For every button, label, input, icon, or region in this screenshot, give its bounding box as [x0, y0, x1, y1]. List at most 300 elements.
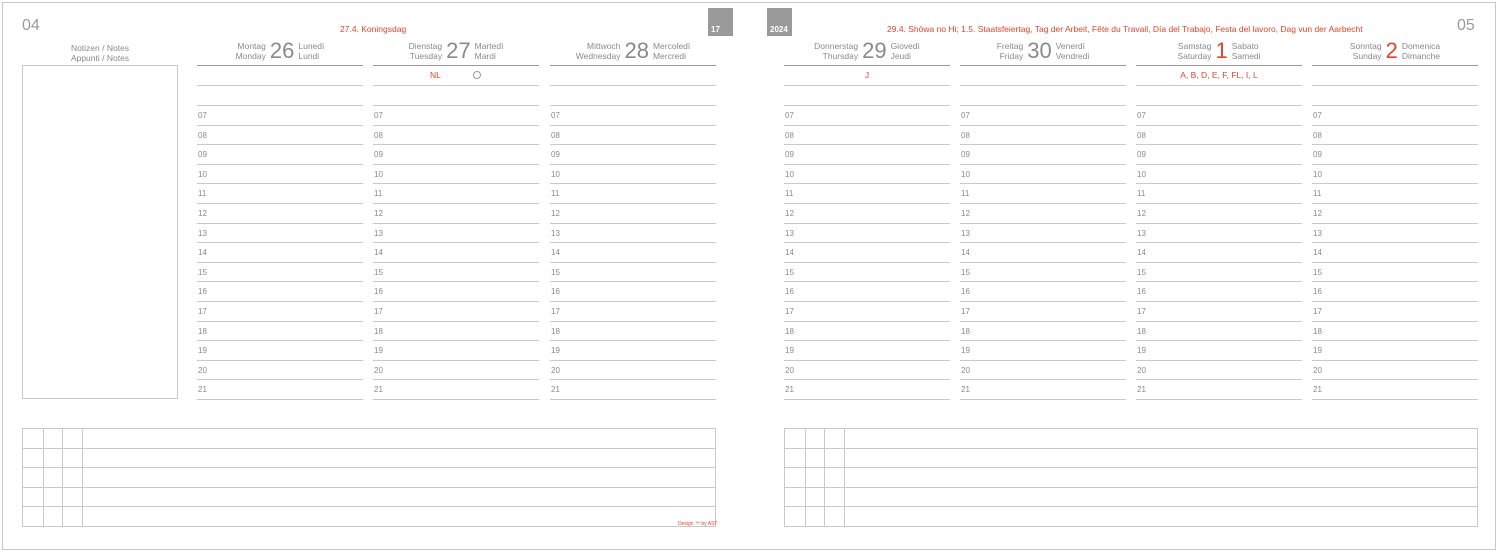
day-name-de: Dienstag: [408, 40, 443, 51]
hour-label: 20: [785, 365, 794, 375]
hour-label: 19: [785, 346, 794, 356]
grid-row[interactable]: [23, 468, 715, 488]
week-tab[interactable]: [708, 8, 733, 36]
hour-label: 15: [785, 267, 794, 277]
hour-row[interactable]: [784, 106, 950, 126]
day-number: 2: [1385, 37, 1398, 63]
hour-row[interactable]: [1136, 263, 1302, 283]
year-number: 2024: [770, 25, 788, 34]
day-column: [550, 36, 716, 400]
hour-row[interactable]: [960, 302, 1126, 322]
grid-row[interactable]: [785, 449, 1477, 469]
day-header: [1136, 36, 1302, 66]
hour-label: 14: [198, 248, 207, 258]
hour-row[interactable]: [1136, 243, 1302, 263]
hour-label: 08: [551, 130, 560, 140]
day-name-en: Monday: [235, 50, 266, 61]
day-names-right: [475, 41, 504, 61]
day-number: 29: [862, 37, 887, 63]
hour-row[interactable]: [550, 243, 716, 263]
day-names-left: [1350, 41, 1382, 61]
day-names-right: [891, 41, 920, 61]
hour-row[interactable]: [1136, 106, 1302, 126]
hour-label: 10: [961, 169, 970, 179]
grid-row[interactable]: [785, 507, 1477, 527]
hour-label: 17: [374, 306, 383, 316]
day-name-en: Wednesday: [575, 50, 621, 61]
hour-row[interactable]: [960, 322, 1126, 342]
hour-row[interactable]: [1136, 165, 1302, 185]
day-header: [784, 36, 950, 66]
hour-row[interactable]: [784, 145, 950, 165]
day-name-it: Venerdì: [1055, 40, 1085, 51]
hour-row[interactable]: [197, 322, 363, 342]
hour-row[interactable]: [550, 322, 716, 342]
hour-label: 19: [1313, 346, 1322, 356]
hour-row[interactable]: [960, 126, 1126, 146]
hour-row[interactable]: [784, 243, 950, 263]
hour-label: 11: [1313, 189, 1322, 199]
hour-label: 16: [551, 287, 560, 297]
day-names-left: [576, 41, 621, 61]
day-names-right: [298, 41, 324, 61]
day-number: 26: [269, 37, 295, 63]
hour-row[interactable]: [960, 204, 1126, 224]
hour-label: 09: [551, 150, 560, 160]
hour-label: 18: [785, 326, 794, 336]
hour-row[interactable]: [1312, 361, 1478, 381]
grid-row[interactable]: [23, 507, 718, 527]
hour-row[interactable]: [1136, 380, 1302, 400]
hour-row[interactable]: [550, 165, 716, 185]
hour-row[interactable]: [960, 145, 1126, 165]
hour-row[interactable]: [373, 106, 539, 126]
holiday-left: 27.4. Koningsdag: [340, 24, 407, 34]
day-column: [960, 36, 1126, 400]
design-credit: Design ™ by AST: [678, 521, 718, 527]
hour-row[interactable]: [1136, 204, 1302, 224]
hour-row[interactable]: [1312, 282, 1478, 302]
day-header: [1312, 36, 1478, 66]
hour-row[interactable]: [197, 126, 363, 146]
grid-divider: [824, 429, 825, 526]
day-name-it: Domenica: [1401, 40, 1441, 51]
hour-row[interactable]: [197, 145, 363, 165]
hour-row[interactable]: [1312, 204, 1478, 224]
hour-row[interactable]: [1136, 361, 1302, 381]
hour-row[interactable]: [373, 145, 539, 165]
hour-row[interactable]: [373, 204, 539, 224]
day-names-right: [653, 41, 690, 61]
grid-row[interactable]: [23, 429, 715, 449]
hour-row[interactable]: [1136, 145, 1302, 165]
hour-row[interactable]: [960, 165, 1126, 185]
hour-row[interactable]: [784, 184, 950, 204]
hour-label: 11: [374, 189, 383, 199]
hour-label: 13: [785, 228, 794, 238]
hour-label: 10: [551, 169, 560, 179]
hour-label: 14: [785, 248, 794, 258]
hour-row[interactable]: [1312, 126, 1478, 146]
hour-label: 09: [198, 150, 207, 160]
hour-label: 17: [785, 306, 794, 316]
hour-row[interactable]: [1312, 322, 1478, 342]
hour-row[interactable]: [784, 380, 950, 400]
hour-row[interactable]: [197, 361, 363, 381]
hour-row[interactable]: [550, 126, 716, 146]
hour-label: 10: [1137, 169, 1146, 179]
hour-row[interactable]: [1136, 302, 1302, 322]
day-names-left: [409, 41, 443, 61]
hour-label: 20: [374, 365, 383, 375]
hour-row[interactable]: [784, 322, 950, 342]
hour-label: 13: [1313, 228, 1322, 238]
hour-row[interactable]: [197, 184, 363, 204]
hour-label: 17: [551, 306, 560, 316]
day-name-fr: Vendredi: [1055, 50, 1090, 61]
hour-label: 20: [1137, 365, 1146, 375]
hour-label: 09: [374, 150, 383, 160]
hour-row[interactable]: [1312, 145, 1478, 165]
hour-label: 20: [1313, 365, 1322, 375]
day-note-line[interactable]: [1312, 66, 1478, 86]
hour-label: 20: [198, 365, 207, 375]
day-header: [373, 36, 539, 66]
hour-label: 07: [1313, 111, 1322, 120]
hour-label: 14: [374, 248, 383, 258]
bottom-grid-left[interactable]: [22, 428, 716, 527]
hour-label: 12: [1313, 208, 1322, 218]
day-blank-line[interactable]: [373, 86, 539, 106]
day-name-fr: Dimanche: [1401, 50, 1441, 61]
hour-row[interactable]: [373, 361, 539, 381]
year-tab[interactable]: [767, 8, 792, 36]
day-name-de: Samstag: [1177, 40, 1212, 51]
hour-row[interactable]: [373, 263, 539, 283]
day-note-line[interactable]: [784, 66, 950, 86]
hour-label: 20: [961, 365, 970, 375]
hour-row[interactable]: [197, 224, 363, 244]
hour-row[interactable]: [1312, 106, 1478, 126]
hour-row[interactable]: [784, 282, 950, 302]
hour-row[interactable]: [550, 380, 716, 400]
hour-row[interactable]: [960, 224, 1126, 244]
hour-row[interactable]: [1312, 224, 1478, 244]
hour-label: 21: [1313, 385, 1322, 395]
day-blank-line[interactable]: [550, 86, 716, 106]
hour-label: 11: [1137, 189, 1146, 199]
day-number: 28: [624, 37, 649, 63]
grid-divider: [805, 429, 806, 526]
hour-row[interactable]: [1136, 282, 1302, 302]
grid-row[interactable]: [23, 488, 715, 508]
day-header: [960, 36, 1126, 66]
hour-row[interactable]: [197, 204, 363, 224]
hour-row[interactable]: [1312, 263, 1478, 283]
hour-label: 16: [1137, 287, 1146, 297]
month-right: 05: [1457, 17, 1475, 34]
hour-row[interactable]: [373, 126, 539, 146]
hour-row[interactable]: [373, 165, 539, 185]
day-name-fr: Jeudi: [890, 50, 911, 61]
hour-label: 13: [551, 228, 560, 238]
hour-row[interactable]: [960, 106, 1126, 126]
hour-row[interactable]: [1312, 165, 1478, 185]
hour-label: 15: [961, 267, 970, 277]
day-name-en: Tuesday: [409, 50, 443, 61]
hour-label: 13: [1137, 228, 1146, 238]
hour-label: 08: [198, 130, 207, 140]
month-left: 04: [22, 17, 40, 34]
hour-label: 21: [785, 385, 794, 395]
hour-row[interactable]: [960, 380, 1126, 400]
grid-row[interactable]: [785, 488, 1477, 508]
hour-label: 16: [374, 287, 383, 297]
hour-row[interactable]: [960, 263, 1126, 283]
hour-row[interactable]: [373, 380, 539, 400]
hour-row[interactable]: [550, 224, 716, 244]
hour-row[interactable]: [197, 165, 363, 185]
hour-label: 14: [1137, 248, 1146, 258]
day-name-it: Mercoledì: [652, 40, 691, 51]
hour-label: 12: [1137, 208, 1146, 218]
hour-label: 12: [374, 208, 383, 218]
hour-label: 17: [961, 306, 970, 316]
hour-label: 08: [1137, 130, 1146, 140]
hour-row[interactable]: [550, 145, 716, 165]
hour-row[interactable]: [373, 341, 539, 361]
day-name-de: Freitag: [996, 40, 1024, 51]
hour-label: 19: [198, 346, 207, 356]
hour-label: 18: [198, 326, 207, 336]
hour-label: 21: [961, 385, 970, 395]
grid-divider: [82, 429, 83, 526]
day-note-line[interactable]: [960, 66, 1126, 86]
day-name-de: Mittwoch: [586, 40, 621, 51]
grid-row[interactable]: [785, 429, 1477, 449]
hour-row[interactable]: [784, 361, 950, 381]
hour-row[interactable]: [373, 224, 539, 244]
bottom-grid-right[interactable]: [784, 428, 1478, 527]
day-name-en: Sunday: [1352, 50, 1382, 61]
hour-row[interactable]: [1312, 184, 1478, 204]
hour-row[interactable]: [960, 243, 1126, 263]
hour-label: 07: [961, 111, 970, 120]
day-blank-line[interactable]: [1136, 86, 1302, 106]
hour-row[interactable]: [197, 243, 363, 263]
hour-row[interactable]: [373, 322, 539, 342]
hour-row[interactable]: [1136, 322, 1302, 342]
hour-row[interactable]: [373, 282, 539, 302]
hour-row[interactable]: [960, 361, 1126, 381]
hour-label: 15: [1313, 267, 1322, 277]
hour-row[interactable]: [1136, 126, 1302, 146]
hour-label: 17: [1313, 306, 1322, 316]
hour-label: 10: [198, 169, 207, 179]
hour-label: 11: [551, 189, 560, 199]
day-name-it: Martedì: [474, 40, 504, 51]
hour-row[interactable]: [550, 302, 716, 322]
hour-label: 10: [785, 169, 794, 179]
hour-label: 18: [551, 326, 560, 336]
hour-label: 09: [1137, 150, 1146, 160]
hour-label: 08: [785, 130, 794, 140]
day-number: 27: [446, 37, 471, 63]
day-holiday-codes: A, B, D, E, F, FL, I, L: [1180, 70, 1258, 80]
hour-label: 15: [198, 267, 207, 277]
day-name-fr: Mercredi: [652, 50, 686, 61]
hour-row[interactable]: [1312, 302, 1478, 322]
hour-row[interactable]: [373, 243, 539, 263]
hour-label: 08: [961, 130, 970, 140]
day-name-en: Saturday: [1177, 50, 1212, 61]
hour-row[interactable]: [784, 204, 950, 224]
day-column: [373, 36, 539, 400]
grid-row[interactable]: [23, 449, 715, 469]
hour-label: 09: [1313, 150, 1322, 160]
hour-row[interactable]: [784, 341, 950, 361]
day-names-left: [1177, 41, 1211, 61]
hour-label: 09: [961, 150, 970, 160]
hour-label: 08: [1313, 130, 1322, 140]
hour-row[interactable]: [960, 341, 1126, 361]
hour-row[interactable]: [1136, 184, 1302, 204]
hour-row[interactable]: [197, 341, 363, 361]
hour-label: 17: [198, 306, 207, 316]
day-name-it: Giovedì: [890, 40, 920, 51]
day-name-it: Lunedì: [298, 40, 325, 51]
day-name-en: Friday: [999, 50, 1024, 61]
grid-row[interactable]: [785, 468, 1477, 488]
hour-label: 21: [198, 385, 207, 395]
hour-row[interactable]: [784, 165, 950, 185]
hour-label: 13: [198, 228, 207, 238]
hour-label: 21: [551, 385, 560, 395]
day-name-fr: Lundi: [298, 50, 320, 61]
hour-label: 07: [551, 111, 560, 120]
hour-label: 08: [374, 130, 383, 140]
hour-label: 15: [1137, 267, 1146, 277]
hour-label: 16: [198, 287, 207, 297]
hour-label: 14: [961, 248, 970, 258]
day-note-line[interactable]: [373, 66, 539, 86]
hour-label: 17: [1137, 306, 1146, 316]
hour-row[interactable]: [197, 282, 363, 302]
hour-label: 13: [961, 228, 970, 238]
notes-header: [22, 43, 178, 63]
hour-label: 11: [198, 189, 207, 199]
hour-label: 10: [1313, 169, 1322, 179]
hour-label: 18: [374, 326, 383, 336]
day-names-left: [814, 41, 858, 61]
hour-label: 14: [551, 248, 560, 258]
hour-row[interactable]: [550, 106, 716, 126]
hour-label: 21: [1137, 385, 1146, 395]
day-note-line[interactable]: [550, 66, 716, 86]
hour-label: 07: [374, 111, 383, 120]
hour-row[interactable]: [784, 224, 950, 244]
day-blank-line[interactable]: [784, 86, 950, 106]
day-blank-line[interactable]: [1312, 86, 1478, 106]
hour-row[interactable]: [550, 204, 716, 224]
day-column: [784, 36, 950, 400]
hour-row[interactable]: [784, 263, 950, 283]
notes-title-2: Appunti / Notes: [70, 53, 130, 63]
hour-row[interactable]: [1312, 341, 1478, 361]
hour-row[interactable]: [960, 282, 1126, 302]
day-column: [1312, 36, 1478, 400]
hour-label: 10: [374, 169, 383, 179]
hour-row[interactable]: [197, 263, 363, 283]
day-name-en: Thursday: [822, 50, 859, 61]
day-note-line[interactable]: [1136, 66, 1302, 86]
hour-label: 12: [785, 208, 794, 218]
hour-label: 16: [1313, 287, 1322, 297]
hour-label: 21: [374, 385, 383, 395]
hour-label: 16: [785, 287, 794, 297]
grid-divider: [62, 429, 63, 526]
hour-row[interactable]: [784, 126, 950, 146]
hour-row[interactable]: [373, 302, 539, 322]
hour-row[interactable]: [550, 361, 716, 381]
hour-label: 19: [961, 346, 970, 356]
hour-row[interactable]: [550, 263, 716, 283]
hour-label: 11: [961, 189, 970, 199]
hour-row[interactable]: [550, 341, 716, 361]
hour-row[interactable]: [373, 184, 539, 204]
day-names-right: [1232, 41, 1261, 61]
day-name-fr: Samedi: [1231, 50, 1261, 61]
hour-row[interactable]: [197, 380, 363, 400]
day-blank-line[interactable]: [197, 86, 363, 106]
hour-row[interactable]: [1312, 380, 1478, 400]
hour-row[interactable]: [784, 302, 950, 322]
day-names-left: [997, 41, 1023, 61]
hour-row[interactable]: [1312, 243, 1478, 263]
day-blank-line[interactable]: [960, 86, 1126, 106]
hour-label: 15: [551, 267, 560, 277]
hour-row[interactable]: [1136, 224, 1302, 244]
day-names-right: [1402, 41, 1440, 61]
hour-row[interactable]: [197, 302, 363, 322]
notes-box[interactable]: [22, 65, 178, 399]
hour-label: 07: [785, 111, 794, 120]
hour-label: 11: [785, 189, 794, 199]
hour-label: 12: [551, 208, 560, 218]
hour-row[interactable]: [550, 282, 716, 302]
day-note-line[interactable]: [197, 66, 363, 86]
day-header: [550, 36, 716, 66]
hour-label: 09: [785, 150, 794, 160]
day-number: 30: [1027, 37, 1052, 63]
hour-row[interactable]: [960, 184, 1126, 204]
hour-row[interactable]: [550, 184, 716, 204]
day-holiday-codes: NL: [430, 70, 441, 80]
hour-row[interactable]: [1136, 341, 1302, 361]
day-names-left: [236, 41, 266, 61]
day-names-right: [1056, 41, 1090, 61]
hour-label: 19: [1137, 346, 1146, 356]
hour-label: 18: [1137, 326, 1146, 336]
hour-label: 12: [198, 208, 207, 218]
hour-row[interactable]: [197, 106, 363, 126]
week-number: 17: [711, 25, 720, 34]
hour-label: 19: [374, 346, 383, 356]
hour-label: 18: [961, 326, 970, 336]
notes-title-1: Notizen / Notes: [70, 43, 130, 53]
hour-label: 12: [961, 208, 970, 218]
moon-phase-icon: [473, 71, 481, 79]
